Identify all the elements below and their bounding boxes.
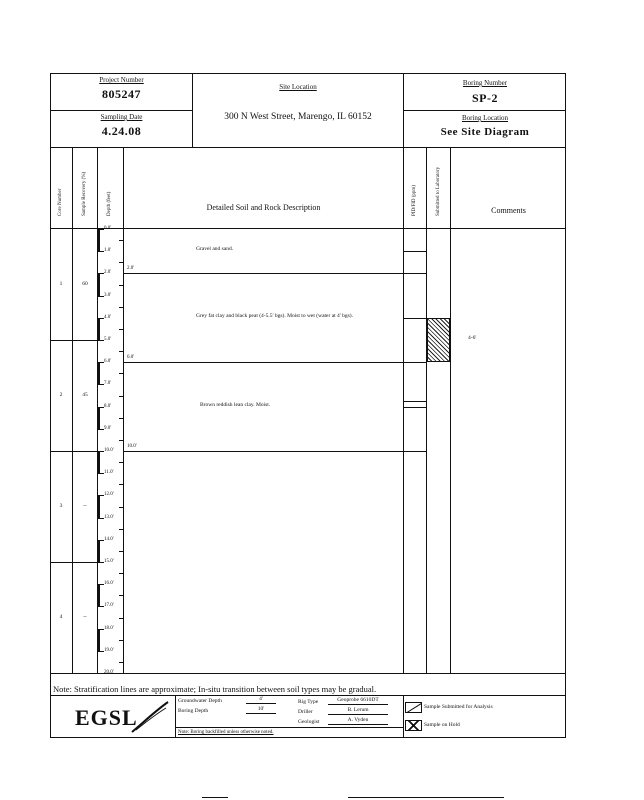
sampling-date-label: Sampling Date bbox=[100, 113, 143, 121]
depth-bar-segment bbox=[97, 273, 100, 295]
depth-tick-label: 14.0' bbox=[104, 536, 114, 542]
depth-tick-label: 0.0' bbox=[104, 226, 112, 231]
depth-minor-tick bbox=[119, 507, 123, 508]
depth-major-tick bbox=[97, 384, 104, 385]
pid-cell-divider bbox=[404, 401, 426, 402]
depth-minor-tick bbox=[119, 262, 123, 263]
sample-recovery: 60 bbox=[82, 280, 88, 287]
core-number: 1 bbox=[59, 280, 63, 287]
legend-hold-swatch bbox=[405, 720, 422, 731]
layer-boundary-line bbox=[124, 362, 427, 363]
depth-bar-segment bbox=[97, 362, 100, 384]
layer-boundary-label: 10.0' bbox=[127, 444, 137, 449]
depth-minor-tick bbox=[119, 640, 123, 641]
geologist-value: A. Vyden bbox=[328, 718, 388, 725]
depth-major-tick bbox=[97, 606, 104, 607]
depth-minor-tick bbox=[119, 662, 123, 663]
depth-minor-tick bbox=[119, 351, 123, 352]
boring-number-value: SP-2 bbox=[472, 91, 498, 105]
sample-recovery-header: Sample Recovery (%) bbox=[82, 171, 87, 216]
comments-header: Comments bbox=[491, 206, 526, 215]
layer-boundary-label: 2.0' bbox=[127, 266, 135, 272]
depth-bar-segment bbox=[97, 584, 100, 606]
depth-bar-segment bbox=[97, 495, 100, 517]
depth-minor-tick bbox=[119, 618, 123, 619]
rig-type-label: Rig Type bbox=[298, 699, 319, 705]
driller-value: B. Lerum bbox=[328, 708, 388, 715]
depth-tick-label: 9.0' bbox=[104, 425, 112, 431]
pid-cell-divider bbox=[404, 318, 426, 319]
depth-tick-label: 13.0' bbox=[104, 514, 114, 520]
description-header: Detailed Soil and Rock Description bbox=[206, 203, 321, 212]
depth-major-tick bbox=[97, 473, 104, 474]
stratification-note: Note: Stratification lines are approximate; In-situ transition between soil types may be gradual. bbox=[53, 684, 377, 694]
sampling-date-value: 4.24.08 bbox=[101, 124, 142, 138]
depth-tick-label: 2.0' bbox=[104, 270, 112, 276]
depth-tick-label: 11.0' bbox=[104, 470, 114, 476]
layer-description: Gravel and sand. bbox=[196, 246, 234, 253]
layer-boundary-label: 6.0' bbox=[127, 355, 135, 361]
boring-number-label: Boring Number bbox=[462, 79, 508, 87]
depth-tick-label: 5.0' bbox=[104, 337, 112, 342]
scan-artifact bbox=[348, 797, 504, 798]
depth-tick-label: 7.0' bbox=[104, 381, 112, 387]
depth-major-tick bbox=[97, 651, 104, 652]
project-number-value: 805247 bbox=[102, 87, 141, 101]
pid-cell-divider bbox=[404, 407, 426, 408]
sample-recovery: -- bbox=[83, 502, 87, 509]
project-number-label: Project Number bbox=[99, 76, 144, 84]
groundwater-label: Groundwater Depth bbox=[178, 698, 222, 704]
depth-minor-tick bbox=[119, 396, 123, 397]
depth-tick-label: 15.0' bbox=[104, 559, 114, 564]
column-header-divider bbox=[50, 228, 566, 229]
depth-bar-segment bbox=[97, 407, 100, 429]
depth-minor-tick bbox=[119, 418, 123, 419]
sample-recovery: -- bbox=[83, 613, 87, 620]
footer-divider bbox=[50, 673, 566, 674]
boring-depth-label: Boring Depth bbox=[178, 708, 209, 714]
depth-bar-segment bbox=[97, 540, 100, 562]
depth-minor-tick bbox=[119, 329, 123, 330]
pid-cell-divider bbox=[404, 362, 426, 363]
backfill-note: Note: Boring backfilled unless otherwise noted. bbox=[178, 730, 274, 735]
depth-bar-segment bbox=[97, 229, 100, 251]
legend-submitted-swatch bbox=[405, 702, 422, 713]
depth-minor-tick bbox=[119, 462, 123, 463]
boring-location-value: See Site Diagram bbox=[440, 126, 530, 138]
depth-minor-tick bbox=[119, 285, 123, 286]
core-number: 3 bbox=[59, 502, 63, 509]
depth-tick-label: 17.0' bbox=[104, 603, 114, 609]
depth-tick-label: 8.0' bbox=[104, 403, 112, 409]
depth-major-tick bbox=[97, 429, 104, 430]
layer-boundary-line bbox=[124, 273, 427, 274]
sample-recovery: 45 bbox=[82, 391, 88, 398]
legend-hold-label: Sample on Hold bbox=[424, 722, 460, 728]
depth-minor-tick bbox=[119, 595, 123, 596]
groundwater-value: 4' bbox=[246, 697, 276, 704]
depth-bar-segment bbox=[97, 629, 100, 651]
depth-major-tick bbox=[97, 296, 104, 297]
depth-header: Depth (feet) bbox=[107, 191, 112, 216]
geologist-label: Geologist bbox=[298, 719, 320, 725]
depth-bar-segment bbox=[97, 318, 100, 340]
submitted-sample-hatch bbox=[427, 318, 450, 362]
depth-minor-tick bbox=[119, 240, 123, 241]
logo-swoosh-icon bbox=[130, 700, 170, 734]
egsl-logo: EGSL bbox=[75, 705, 138, 730]
depth-major-tick bbox=[97, 562, 104, 563]
depth-minor-tick bbox=[119, 307, 123, 308]
depth-tick-label: 6.0' bbox=[104, 359, 112, 365]
depth-minor-tick bbox=[119, 529, 123, 530]
depth-tick-label: 19.0' bbox=[104, 647, 114, 653]
depth-major-tick bbox=[97, 340, 104, 341]
core-divider bbox=[50, 451, 98, 452]
core-number-header: Core Number bbox=[58, 188, 63, 216]
pid-cell-divider bbox=[404, 273, 426, 274]
submitted-header: Submitted to Laboratory bbox=[436, 166, 441, 216]
driller-label: Driller bbox=[298, 709, 313, 715]
layer-description: Grey fat clay and black peat (4-5.5' bgs). Moist to wet (water at 4' bgs). bbox=[196, 312, 354, 319]
boring-depth-value: 10' bbox=[246, 707, 276, 714]
depth-tick-label: 12.0' bbox=[104, 492, 114, 498]
boring-location-label: Boring Location bbox=[461, 114, 509, 122]
pid-cell-divider bbox=[404, 251, 426, 252]
comment-value: 4-6' bbox=[468, 335, 477, 341]
legend-submitted-label: Sample Submitted for Analysis bbox=[424, 704, 493, 710]
depth-minor-tick bbox=[119, 373, 123, 374]
depth-minor-tick bbox=[119, 573, 123, 574]
depth-minor-tick bbox=[119, 551, 123, 552]
core-divider bbox=[50, 340, 98, 341]
depth-tick-label: 3.0' bbox=[104, 292, 112, 298]
rig-type-value: Geoprobe 6610DT bbox=[328, 698, 388, 705]
depth-tick-label: 16.0' bbox=[104, 581, 114, 587]
depth-tick-label: 18.0' bbox=[104, 625, 114, 631]
depth-minor-tick bbox=[119, 440, 123, 441]
depth-tick-label: 10.0' bbox=[104, 448, 114, 453]
depth-major-tick bbox=[97, 251, 104, 252]
header-divider bbox=[50, 147, 566, 148]
pid-header: PID/FID (ppm) bbox=[412, 185, 417, 216]
site-location-label: Site Location bbox=[279, 83, 317, 91]
scan-artifact bbox=[202, 797, 228, 798]
core-number: 4 bbox=[59, 613, 63, 620]
layer-description: Brown reddish lean clay. Moist. bbox=[200, 401, 271, 408]
layer-boundary-line bbox=[124, 451, 427, 452]
depth-major-tick bbox=[97, 518, 104, 519]
site-location-value: 300 N West Street, Marengo, IL 60152 bbox=[224, 112, 372, 122]
core-divider bbox=[50, 562, 98, 563]
core-number: 2 bbox=[59, 391, 63, 398]
depth-bar-segment bbox=[97, 451, 100, 473]
depth-tick-label: 1.0' bbox=[104, 248, 112, 254]
depth-tick-label: 4.0' bbox=[104, 314, 112, 320]
depth-minor-tick bbox=[119, 484, 123, 485]
